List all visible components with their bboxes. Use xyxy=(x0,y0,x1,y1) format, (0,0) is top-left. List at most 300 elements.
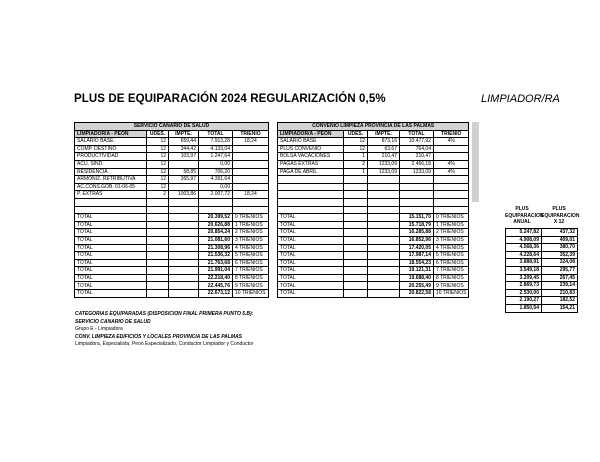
total-row xyxy=(278,252,469,260)
salud-cell xyxy=(233,183,269,191)
table-row xyxy=(278,191,469,199)
salud-total-cell: TOTAL xyxy=(75,290,147,298)
limpieza-cell: 10.477,92 xyxy=(400,138,434,146)
limpieza-title-row xyxy=(278,123,469,131)
limpieza-total-cell: 19.688,40 xyxy=(400,274,434,282)
limpieza-cell: 63,67 xyxy=(368,145,400,153)
salud-total-cell xyxy=(169,252,199,260)
limpieza-total-cell: 17.987,14 xyxy=(400,252,434,260)
salud-cell xyxy=(233,176,269,184)
limpieza-cell: 1 xyxy=(344,153,368,161)
salud-total-cell: 4 TRIENIOS xyxy=(233,244,269,252)
salud-total-cell: TOTAL xyxy=(75,259,147,267)
total-row xyxy=(75,244,269,252)
limpieza-total-cell: TOTAL xyxy=(278,290,344,298)
plus-cell: 3.209,45 xyxy=(506,274,542,282)
plus-cell: 437,32 xyxy=(542,229,578,237)
limpieza-column-header: UDES. xyxy=(344,130,368,138)
limpieza-total-cell: 1 TRIENIOS xyxy=(434,221,469,229)
plus-cell: 352,39 xyxy=(542,251,578,259)
limpieza-total-cell: TOTAL xyxy=(278,214,344,222)
limpieza-cell: 4% xyxy=(434,168,469,176)
limpieza-cell xyxy=(400,176,434,184)
limpieza-total-cell xyxy=(368,221,400,229)
limpieza-total-cell xyxy=(344,252,368,260)
plus-row xyxy=(506,251,578,259)
salud-total-cell: TOTAL xyxy=(75,214,147,222)
salud-cell: 7.913,28 xyxy=(199,138,233,146)
limpieza-total-cell: 0 TRIENIOS xyxy=(434,214,469,222)
limpieza-cell: 12 xyxy=(344,138,368,146)
spacer-row xyxy=(278,206,469,214)
salud-total-cell xyxy=(169,267,199,275)
salud-total-cell: 20.399,52 xyxy=(199,214,233,222)
total-row xyxy=(278,229,469,237)
plus-cell: 2.190,27 xyxy=(506,297,542,305)
salud-cell: 365,97 xyxy=(169,176,199,184)
limpieza-cell: 2 xyxy=(344,160,368,168)
limpieza-cell xyxy=(278,183,344,191)
salud-cell: 2.007,72 xyxy=(199,191,233,199)
salud-total-cell: TOTAL xyxy=(75,252,147,260)
salud-total-cell xyxy=(147,244,169,252)
limpieza-total-cell: 20.255,49 xyxy=(400,282,434,290)
salud-total-cell xyxy=(147,267,169,275)
table-row xyxy=(75,153,269,161)
salud-cell: 12 xyxy=(147,153,169,161)
total-row xyxy=(75,274,269,282)
limpieza-cell: 2.466,18 xyxy=(400,160,434,168)
salud-total-cell xyxy=(169,221,199,229)
salud-total-cell: TOTAL xyxy=(75,282,147,290)
table-row xyxy=(75,138,269,146)
total-row xyxy=(75,290,269,298)
limpieza-total-cell xyxy=(344,267,368,275)
salud-empty-cell xyxy=(147,198,169,206)
limpieza-header-row xyxy=(278,130,469,138)
salud-cell: PRODUCTIVIDAD xyxy=(75,153,147,161)
salud-total-cell xyxy=(169,236,199,244)
notes-salud: SERVICIO CANARIO DE SALUD xyxy=(75,318,151,325)
salud-cell: 4.133,04 xyxy=(199,145,233,153)
limpieza-empty-cell xyxy=(278,206,344,214)
limpieza-cell: 1 xyxy=(344,168,368,176)
limpieza-total-cell: TOTAL xyxy=(278,282,344,290)
table-row xyxy=(75,191,269,199)
salud-cell: 18,24 xyxy=(233,191,269,199)
salud-column-header: TOTAL xyxy=(199,130,233,138)
limpieza-total-cell xyxy=(368,259,400,267)
limpieza-total-cell xyxy=(368,244,400,252)
salud-total-cell: 5 TRIENIOS xyxy=(233,252,269,260)
salud-total-cell: 8 TRIENIOS xyxy=(233,274,269,282)
limpieza-empty-cell xyxy=(434,198,469,206)
salud-total-cell xyxy=(147,290,169,298)
plus-x12-header: PLUS EQUIPARACION X 12 xyxy=(541,206,580,226)
salud-total-cell: TOTAL xyxy=(75,236,147,244)
plus-cell: 3.549,18 xyxy=(506,266,542,274)
salud-total-cell xyxy=(169,229,199,237)
limpieza-cell: 1233,09 xyxy=(368,168,400,176)
plus-row xyxy=(506,229,578,237)
limpieza-total-cell: TOTAL xyxy=(278,229,344,237)
limpieza-cell: 764,04 xyxy=(400,145,434,153)
limpieza-total-cell: 7 TRIENIOS xyxy=(434,267,469,275)
salud-cell: 12 xyxy=(147,176,169,184)
limpieza-table xyxy=(277,122,469,298)
total-row xyxy=(278,259,469,267)
salud-section-title: SERVICIO CANARIO DE SALUD xyxy=(75,123,269,131)
limpieza-empty-cell xyxy=(344,206,368,214)
plus-cell: 295,77 xyxy=(542,266,578,274)
plus-cell: 267,45 xyxy=(542,274,578,282)
salud-total-cell: 21.763,68 xyxy=(199,259,233,267)
salud-cell xyxy=(233,153,269,161)
plus-cell: 4.908,09 xyxy=(506,236,542,244)
salud-column-header: IMPTE. xyxy=(169,130,199,138)
salud-cell: ACU. SIND. xyxy=(75,160,147,168)
total-row xyxy=(278,214,469,222)
salud-total-cell: 20.626,88 xyxy=(199,221,233,229)
total-row xyxy=(75,229,269,237)
salud-empty-cell xyxy=(199,198,233,206)
salud-total-cell xyxy=(169,259,199,267)
total-row xyxy=(278,221,469,229)
limpieza-cell: BOLSA VACACIONES xyxy=(278,153,344,161)
notes-heading: CATEGORIAS EQUIPARADAS (DISPOSICION FINAL PRIMERA PUNTO 5.B): xyxy=(75,311,254,317)
salud-cell: ARMONIZ. RETRIBUTIVA xyxy=(75,176,147,184)
notes xyxy=(75,311,253,349)
salud-total-cell: 21.081,60 xyxy=(199,236,233,244)
limpieza-total-cell: 6 TRIENIOS xyxy=(434,259,469,267)
salud-total-cell: TOTAL xyxy=(75,244,147,252)
limpieza-total-cell xyxy=(368,214,400,222)
limpieza-empty-cell xyxy=(434,206,469,214)
plus-cell: 5.247,82 xyxy=(506,229,542,237)
limpieza-cell: 1233,09 xyxy=(368,160,400,168)
salud-total-cell xyxy=(147,236,169,244)
salud-cell: SALARIO BASE xyxy=(75,138,147,146)
limpieza-total-cell: 15.718,79 xyxy=(400,221,434,229)
salud-total-cell: TOTAL xyxy=(75,267,147,275)
limpieza-cell: PLUS CONVENIO xyxy=(278,145,344,153)
table-row xyxy=(75,160,269,168)
limpieza-cell: 4% xyxy=(434,160,469,168)
salud-cell: 2 xyxy=(147,191,169,199)
limpieza-total-cell: 8 TRIENIOS xyxy=(434,274,469,282)
limpieza-cell xyxy=(344,183,368,191)
total-row xyxy=(278,282,469,290)
salud-empty-cell xyxy=(169,198,199,206)
salud-cell: 103,97 xyxy=(169,153,199,161)
plus-cell: 4.568,36 xyxy=(506,244,542,252)
limpieza-empty-cell xyxy=(278,198,344,206)
limpieza-total-cell: TOTAL xyxy=(278,259,344,267)
limpieza-column-header: IMPTE. xyxy=(368,130,400,138)
salud-total-cell xyxy=(169,244,199,252)
table-row xyxy=(278,168,469,176)
total-row xyxy=(75,259,269,267)
plus-row xyxy=(506,236,578,244)
notes-limpieza-roles: Limpiadora, Especialista, Peon Especializado, Conductor Limpiador y Conductor xyxy=(75,341,254,347)
limpieza-empty-cell xyxy=(400,206,434,214)
limpieza-cell xyxy=(344,191,368,199)
limpieza-cell xyxy=(434,183,469,191)
plus-row xyxy=(506,259,578,267)
salud-cell: AC.CONS.GOB. 01-06-05 xyxy=(75,183,147,191)
salud-header-row xyxy=(75,130,269,138)
total-row xyxy=(75,282,269,290)
limpieza-total-cell xyxy=(344,244,368,252)
table-row xyxy=(278,153,469,161)
limpieza-total-cell: TOTAL xyxy=(278,274,344,282)
limpieza-cell xyxy=(278,191,344,199)
salud-total-cell: 21.991,04 xyxy=(199,267,233,275)
salud-cell: 706,20 xyxy=(199,168,233,176)
salud-cell xyxy=(233,145,269,153)
total-row xyxy=(278,290,469,298)
limpieza-total-cell xyxy=(344,290,368,298)
limpieza-cell xyxy=(434,145,469,153)
plus-row xyxy=(506,266,578,274)
spacer-row xyxy=(278,198,469,206)
notes-limpieza: CONV. LIMPIEZA EDIFICIOS Y LOCALES PROVINCIA DE LAS PALMAS xyxy=(75,333,242,340)
salud-total-cell: TOTAL xyxy=(75,221,147,229)
salud-empty-cell xyxy=(199,206,233,214)
limpieza-total-cell xyxy=(368,229,400,237)
salud-total-cell: 3 TRIENIOS xyxy=(233,236,269,244)
limpieza-total-cell: 4 TRIENIOS xyxy=(434,244,469,252)
plus-cell: 2.530,00 xyxy=(506,289,542,297)
total-row xyxy=(278,274,469,282)
salud-column-header: TRIENIO xyxy=(233,130,269,138)
total-row xyxy=(278,244,469,252)
spacer-row xyxy=(75,198,269,206)
table-row xyxy=(278,160,469,168)
salud-total-cell: 22.445,76 xyxy=(199,282,233,290)
salud-empty-cell xyxy=(233,198,269,206)
limpieza-cell: 12 xyxy=(344,145,368,153)
table-row xyxy=(75,176,269,184)
salud-total-cell: 2 TRIENIOS xyxy=(233,229,269,237)
limpieza-column-header: LIMPIADOR/A - PEON xyxy=(278,130,344,138)
plus-row xyxy=(506,304,578,312)
limpieza-total-cell: 2 TRIENIOS xyxy=(434,229,469,237)
plus-table xyxy=(505,228,578,313)
salud-cell: 4.391,64 xyxy=(199,176,233,184)
total-row xyxy=(75,221,269,229)
salud-cell: 1003,86 xyxy=(169,191,199,199)
limpieza-total-cell: 16.852,96 xyxy=(400,236,434,244)
limpieza-cell xyxy=(400,191,434,199)
salud-total-cell: 7 TRIENIOS xyxy=(233,267,269,275)
limpieza-cell: PAGA DE ABRIL xyxy=(278,168,344,176)
limpieza-total-cell: 5 TRIENIOS xyxy=(434,252,469,260)
limpieza-total-cell xyxy=(344,214,368,222)
plus-cell: 409,01 xyxy=(542,236,578,244)
salud-cell: 12 xyxy=(147,160,169,168)
limpieza-total-cell: TOTAL xyxy=(278,244,344,252)
limpieza-cell xyxy=(400,183,434,191)
total-row xyxy=(75,267,269,275)
limpieza-total-cell: 10 TRIENIOS xyxy=(434,290,469,298)
salud-total-cell: 22.673,12 xyxy=(199,290,233,298)
limpieza-empty-cell xyxy=(344,198,368,206)
salud-total-cell xyxy=(169,282,199,290)
limpieza-cell xyxy=(434,153,469,161)
plus-cell: 380,70 xyxy=(542,244,578,252)
salud-total-cell: TOTAL xyxy=(75,229,147,237)
limpieza-total-cell: 3 TRIENIOS xyxy=(434,236,469,244)
salud-cell xyxy=(169,183,199,191)
salud-cell: 12 xyxy=(147,168,169,176)
limpieza-total-cell: 19.121,31 xyxy=(400,267,434,275)
right-gray-bar xyxy=(472,122,479,202)
limpieza-total-cell: TOTAL xyxy=(278,267,344,275)
salud-total-cell: 21.308,96 xyxy=(199,244,233,252)
salud-cell: 18,24 xyxy=(233,138,269,146)
total-row xyxy=(75,214,269,222)
salud-cell: COMP. DESTINO xyxy=(75,145,147,153)
limpieza-cell xyxy=(434,176,469,184)
salud-total-cell: 22.218,40 xyxy=(199,274,233,282)
plus-cell: 4.228,64 xyxy=(506,251,542,259)
limpieza-total-cell xyxy=(344,229,368,237)
limpieza-total-cell: 17.420,05 xyxy=(400,244,434,252)
salud-cell: 1.247,64 xyxy=(199,153,233,161)
salud-empty-cell xyxy=(147,206,169,214)
plus-cell: 182,52 xyxy=(542,297,578,305)
limpieza-total-cell: 9 TRIENIOS xyxy=(434,282,469,290)
limpieza-total-cell xyxy=(344,221,368,229)
plus-cell: 154,21 xyxy=(542,304,578,312)
limpieza-cell xyxy=(344,176,368,184)
salud-total-cell: 0 TRIENIOS xyxy=(233,214,269,222)
plus-row xyxy=(506,244,578,252)
limpieza-total-cell xyxy=(368,282,400,290)
salud-cell: 344,42 xyxy=(169,145,199,153)
salud-cell: 659,44 xyxy=(169,138,199,146)
plus-cell: 210,83 xyxy=(542,289,578,297)
plus-annual-header: PLUS EQUIPARACION ANUAL xyxy=(505,206,544,226)
plus-cell: 324,08 xyxy=(542,259,578,267)
salud-total-cell xyxy=(147,252,169,260)
salud-total-cell xyxy=(169,274,199,282)
salud-total-cell: 9 TRIENIOS xyxy=(233,282,269,290)
limpieza-cell xyxy=(368,176,400,184)
limpieza-column-header: TOTAL xyxy=(400,130,434,138)
limpieza-section-title: CONVENIO LIMPIEZA PROVINCIA DE LAS PALMAS xyxy=(278,123,469,131)
salud-total-cell xyxy=(147,274,169,282)
salud-title-row xyxy=(75,123,269,131)
salud-cell: 12 xyxy=(147,183,169,191)
salud-column-header: UDES. xyxy=(147,130,169,138)
limpieza-total-cell xyxy=(368,252,400,260)
limpieza-total-cell xyxy=(344,274,368,282)
limpieza-total-cell: TOTAL xyxy=(278,252,344,260)
plus-row xyxy=(506,274,578,282)
page-title: PLUS DE EQUIPARACIÓN 2024 REGULARIZACIÓN 0,5% xyxy=(74,93,386,105)
salud-total-cell: 10 TRIENIOS xyxy=(233,290,269,298)
limpieza-cell: 210,47 xyxy=(400,153,434,161)
salud-cell xyxy=(169,160,199,168)
salud-cell: 0,00 xyxy=(199,183,233,191)
limpieza-total-cell xyxy=(344,236,368,244)
salud-total-cell: TOTAL xyxy=(75,274,147,282)
limpieza-cell: 4% xyxy=(434,138,469,146)
total-row xyxy=(75,252,269,260)
limpieza-total-cell: TOTAL xyxy=(278,221,344,229)
salud-cell: P. EXTRAS xyxy=(75,191,147,199)
limpieza-empty-cell xyxy=(368,198,400,206)
salud-table xyxy=(74,122,269,298)
limpieza-column-header: TRIENIO xyxy=(434,130,469,138)
salud-total-cell xyxy=(147,282,169,290)
limpieza-cell xyxy=(368,191,400,199)
salud-total-cell: 20.854,24 xyxy=(199,229,233,237)
plus-row xyxy=(506,297,578,305)
category-label: LIMPIADOR/RA xyxy=(481,93,560,105)
salud-total-cell: 1 TRIENIOS xyxy=(233,221,269,229)
table-row xyxy=(278,145,469,153)
limpieza-cell xyxy=(278,176,344,184)
limpieza-total-cell xyxy=(368,274,400,282)
salud-total-cell xyxy=(147,221,169,229)
limpieza-total-cell xyxy=(368,267,400,275)
notes-salud-group: Grupo E - Limpiadora xyxy=(75,326,123,332)
table-row xyxy=(75,183,269,191)
plus-row xyxy=(506,289,578,297)
plus-cell: 3.888,91 xyxy=(506,259,542,267)
limpieza-cell: 873,16 xyxy=(368,138,400,146)
salud-cell xyxy=(233,160,269,168)
limpieza-total-cell xyxy=(344,282,368,290)
limpieza-total-cell xyxy=(368,236,400,244)
spacer-row xyxy=(75,206,269,214)
limpieza-total-cell: 15.151,70 xyxy=(400,214,434,222)
plus-row xyxy=(506,282,578,290)
limpieza-total-cell xyxy=(368,290,400,298)
table-row xyxy=(278,176,469,184)
salud-cell: 0,00 xyxy=(199,160,233,168)
limpieza-cell xyxy=(434,191,469,199)
salud-empty-cell xyxy=(169,206,199,214)
limpieza-cell: PAGAS EXTRAS xyxy=(278,160,344,168)
salud-total-cell: 21.536,32 xyxy=(199,252,233,260)
salud-column-header: LIMPIADOR/A - PEON xyxy=(75,130,147,138)
salud-empty-cell xyxy=(233,206,269,214)
plus-cell: 2.869,73 xyxy=(506,282,542,290)
limpieza-empty-cell xyxy=(400,198,434,206)
table-row xyxy=(278,183,469,191)
salud-cell xyxy=(233,168,269,176)
total-row xyxy=(278,267,469,275)
salud-total-cell xyxy=(169,214,199,222)
plus-cell: 1.850,54 xyxy=(506,304,542,312)
limpieza-total-cell: 16.285,88 xyxy=(400,229,434,237)
salud-cell: 12 xyxy=(147,138,169,146)
salud-cell: 12 xyxy=(147,145,169,153)
table-row xyxy=(75,168,269,176)
limpieza-cell: 1233,09 xyxy=(400,168,434,176)
limpieza-cell: SALARIO BASE xyxy=(278,138,344,146)
limpieza-empty-cell xyxy=(368,206,400,214)
limpieza-total-cell xyxy=(344,259,368,267)
salud-total-cell: 6 TRIENIOS xyxy=(233,259,269,267)
salud-total-cell xyxy=(147,229,169,237)
limpieza-cell: 210,47 xyxy=(368,153,400,161)
salud-empty-cell xyxy=(75,206,147,214)
